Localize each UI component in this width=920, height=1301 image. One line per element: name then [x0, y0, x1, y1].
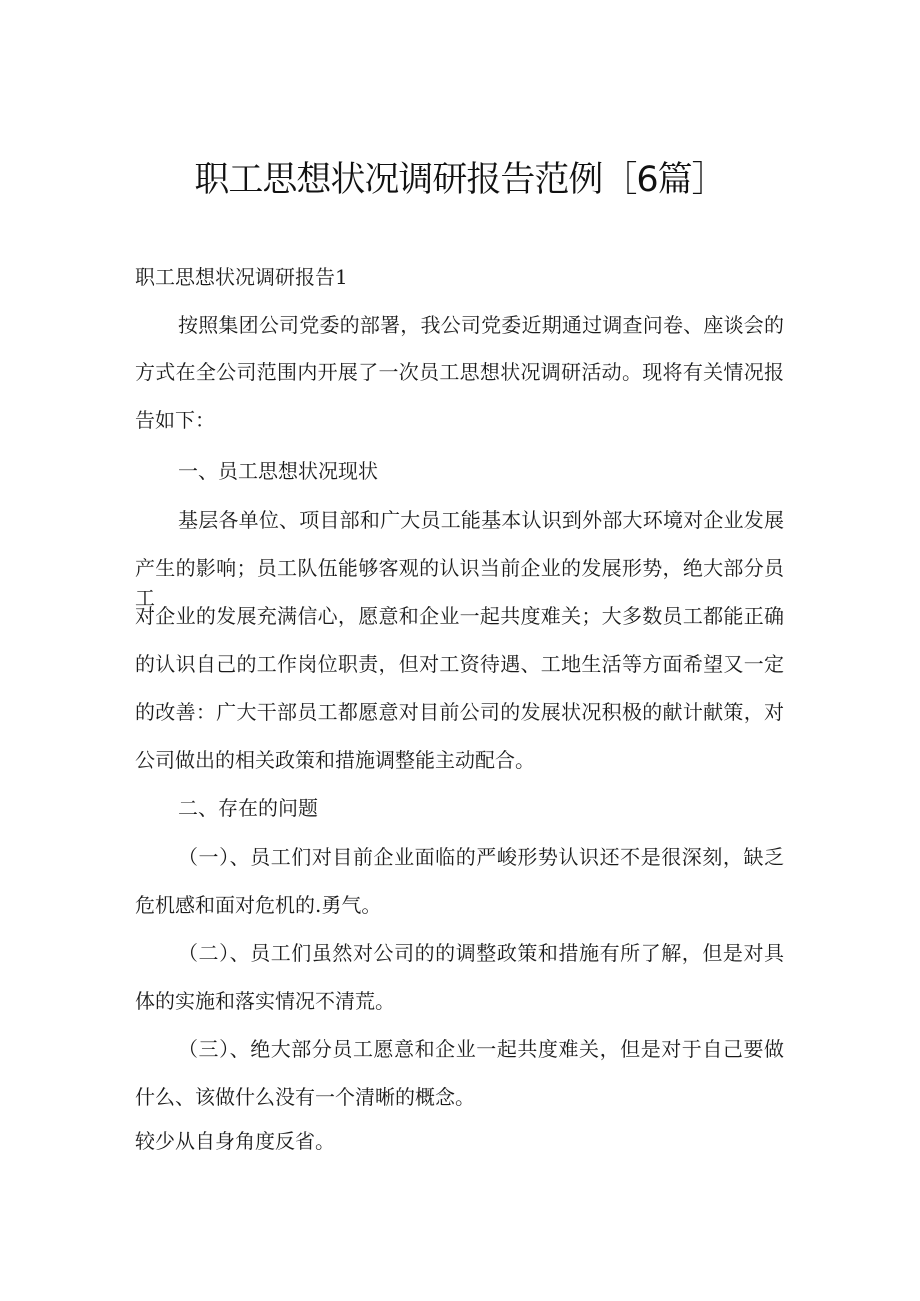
paragraph-line: 体的实施和落实情况不清荒。: [135, 989, 395, 1013]
paragraph-line: 危机感和面对危机的.勇气。: [135, 893, 382, 917]
paragraph-line: （一）、员工们对目前企业面临的严峻形势认识还不是很深刻，缺乏: [178, 845, 784, 869]
paragraph-line: （三）、绝大部分员工愿意和企业一起共度难关，但是对于自己要做: [178, 1037, 784, 1061]
paragraph-line: 基层各单位、项目部和广大员工能基本认识到外部大环境对企业发展: [178, 508, 784, 532]
paragraph-line: 告如下：: [135, 408, 215, 432]
paragraph-line: 较少从自身角度反省。: [135, 1129, 335, 1153]
section-heading: 一、员工思想状况现状: [178, 459, 378, 483]
paragraph-line: 什么、该做什么没有一个清晰的概念。: [135, 1085, 475, 1109]
paragraph-line: 的认识自己的工作岗位职责，但对工资待遇、工地生活等方面希望又一定: [135, 652, 784, 676]
report-subtitle: 职工思想状况调研报告1: [135, 265, 348, 289]
paragraph-line: 方式在全公司范围内开展了一次员工思想状况调研活动。现将有关情况报: [135, 360, 784, 384]
paragraph-line: 公司做出的相关政策和措施调整能主动配合。: [135, 748, 535, 772]
document-title: 职工思想状况调研报告范例［6篇］: [194, 160, 726, 200]
section-heading: 二、存在的问题: [178, 796, 318, 820]
paragraph-line: 产生的影响；员工队伍能够客观的认识当前企业的发展形势，绝大部分员工: [135, 556, 784, 610]
paragraph-line: 对企业的发展充满信心，愿意和企业一起共度难关；大多数员工都能正确: [135, 604, 784, 628]
paragraph-line: （二）、员工们虽然对公司的的调整政策和措施有所了解，但是对具: [178, 941, 784, 965]
paragraph-line: 的改善：广大干部员工都愿意对目前公司的发展状况积极的献计献策，对: [135, 700, 784, 724]
paragraph-line: 按照集团公司党委的部署，我公司党委近期通过调查问卷、座谈会的: [178, 313, 784, 337]
